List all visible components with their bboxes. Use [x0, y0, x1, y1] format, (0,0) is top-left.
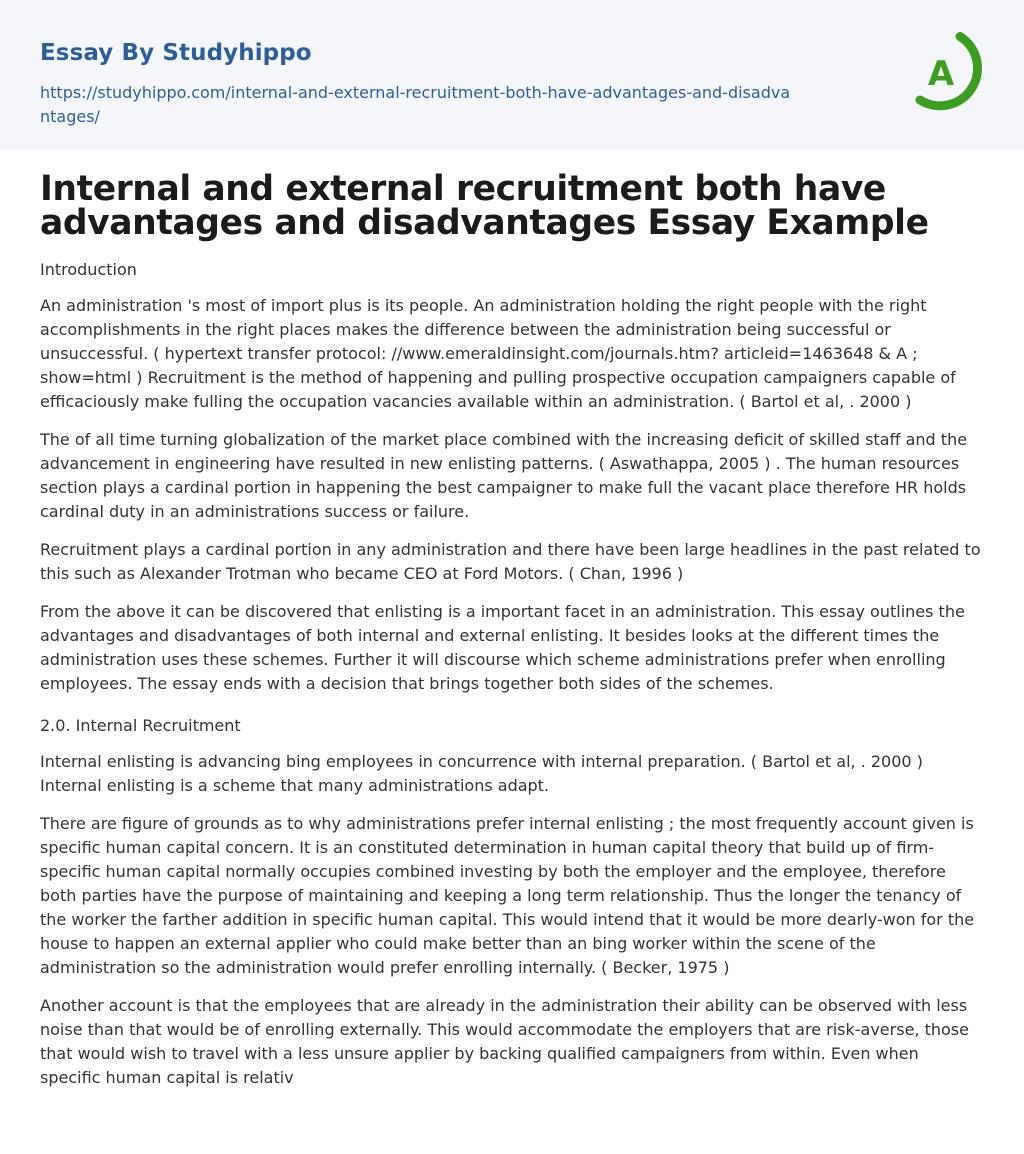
site-header	[0, 0, 1024, 150]
internal-recruitment-heading: 2.0. Internal Recruitment	[40, 716, 241, 735]
essay-paragraph: The of all time turning globalization of the market place combined with the increasing deficit of skilled staff and the advancement in engineering have resulted in new enlisting patterns. ( Aswathappa, 2005 ) . The human resources section plays a cardinal portion in happening the best campaigner to make full the vacant place therefore HR holds cardinal duty in an administrations success or failure.	[40, 430, 968, 521]
site-title[interactable]: Essay By Studyhippo	[40, 40, 312, 66]
source-url-link[interactable]: https://studyhippo.com/internal-and-external-recruitment-both-have-advantages-and-disadvantages/	[40, 83, 791, 126]
logo-letter: A	[927, 54, 955, 94]
essay-paragraph: Another account is that the employees that are already in the administration their ability can be observed with less noise than that would be of enrolling externally. This would accommodate the employers that are risk-averse, those that would wish to travel with a less unsure applier by backing qualified campaigners from within. Even when specific human capital is relativ	[40, 996, 969, 1087]
studyhippo-logo-icon[interactable]	[912, 30, 986, 114]
essay-paragraph: An administration 's most of import plus is its people. An administration holding the right people with the right accomplishments in the right places makes the difference between the administration being successful or unsuccessful. ( hypertext transfer protocol: //www.emeraldinsight.com/journals.htm? articleid=1463648 & A ; show=html ) Recruitment is the method of happening and pulling prospective occupation campaigners capable of efficaciously make fulling the occupation vacancies available within an administration. ( Bartol et al, . 2000 )	[40, 296, 956, 411]
essay-paragraph: Recruitment plays a cardinal portion in any administration and there have been large headlines in the past related to this such as Alexander Trotman who became CEO at Ford Motors. ( Chan, 1996 )	[40, 540, 981, 583]
essay-paragraph: There are figure of grounds as to why administrations prefer internal enlisting ; the most frequently account given is specific human capital concern. It is an constituted determination in human capital theory that build up of firm-specific human capital normally occupies combined investing by both the employer and the employee, therefore both parties have the purpose of maintaining and keeping a long term relationship. Thus the longer the tenancy of the worker the farther addition in specific human capital. This would intend that it would be more dearly-won for the house to happen an external applier who could make better than an bing worker within the scene of the administration so the administration would prefer enrolling internally. ( Becker, 1975 )	[40, 814, 975, 977]
essay-paragraph: Internal enlisting is advancing bing employees in concurrence with internal preparation. ( Bartol et al, . 2000 ) Internal enlisting is a scheme that many administrations adapt.	[40, 752, 923, 795]
essay-content	[0, 169, 1024, 1090]
essay-paragraph: From the above it can be discovered that enlisting is a important facet in an administration. This essay outlines the advantages and disadvantages of both internal and external enlisting. It besides looks at the different times the administration uses these schemes. Further it will discourse which scheme administrations prefer when enrolling employees. The essay ends with a decision that brings together both sides of the schemes.	[40, 602, 965, 693]
essay-title: Internal and external recruitment both have advantages and disadvantages Essay Example	[40, 169, 929, 243]
introduction-heading: Introduction	[40, 260, 137, 279]
